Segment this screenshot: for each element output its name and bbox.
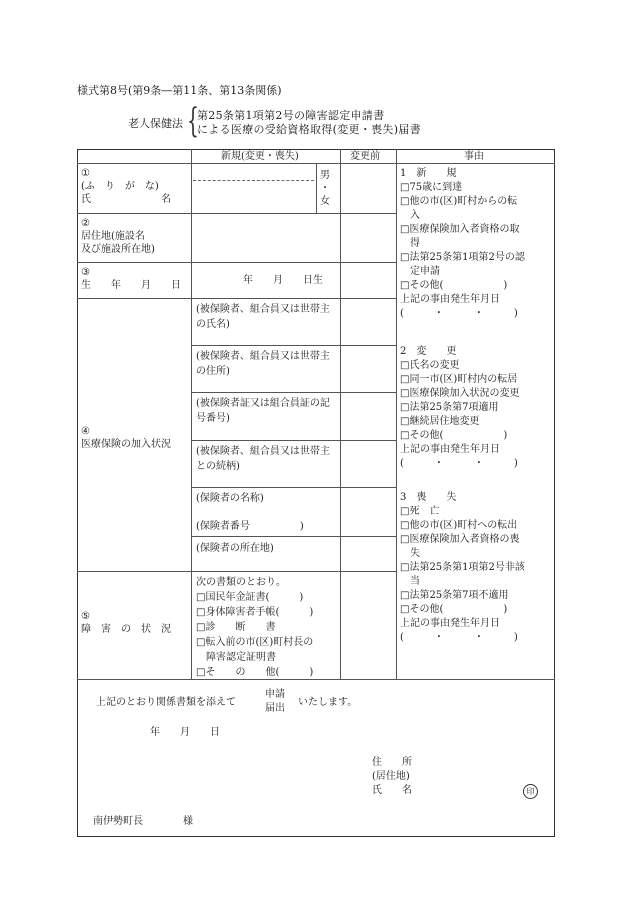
option-apply[interactable]: 申請 — [265, 689, 285, 700]
header-new: 新規(変更・喪失) — [221, 151, 299, 162]
row1-label: ① (ふ り が な) 氏 名 — [81, 168, 171, 205]
form-number: 様式第8号(第9条―第11条、第13条関係) — [77, 84, 282, 97]
insurer-number-field[interactable]: (保険者番号 ) — [196, 521, 304, 532]
seal-icon: 印 — [523, 784, 538, 799]
insurer-address-field[interactable]: (保険者の所在地) — [196, 543, 274, 554]
grid-line — [191, 440, 396, 441]
grid-line — [191, 487, 396, 488]
reason-loss-block[interactable]: 3 喪 失 □死 亡 □他の市(区)町村への転出 □医療保険加入者資格の喪 失 □法第25条第1項第2号非該 当 □法第25条第7項不適用 □その他( ) 上記の事由発生年月日 ( ・ ・ ) — [400, 492, 525, 643]
grid-line — [77, 571, 396, 572]
recipient: 南伊勢町長 様 — [93, 816, 193, 827]
header-before: 変更前 — [350, 151, 380, 162]
doc-medical-certificate[interactable]: □診 断 書 — [196, 622, 276, 633]
grid-line — [77, 213, 396, 214]
form-title-line2: による医療の受給資格取得(変更・喪失)届書 — [197, 123, 421, 136]
grid-line — [191, 345, 396, 346]
row5-label: ⑤ 障 害 の 状 況 — [81, 611, 171, 635]
insured-address-field[interactable]: (被保険者、組合員又は世帯主の住所) — [196, 351, 330, 377]
grid-line — [340, 149, 341, 679]
grid-line — [77, 163, 555, 164]
relationship-field[interactable]: (被保険者、組合員又は世帯主との続柄) — [196, 446, 330, 472]
grid-line — [191, 392, 396, 393]
grid-line — [316, 163, 317, 213]
address-label: 住 所 — [372, 757, 412, 768]
grid-line — [191, 536, 396, 537]
option-notify[interactable]: 届出 — [265, 703, 285, 714]
grid-line — [77, 679, 555, 680]
reason-new-block[interactable]: 1 新 規 □75歳に到達 □他の市(区)町村からの転 入 □医療保険加入者資格の取 得 □法第25条第1項第2号の認 定申請 □その他( ) 上記の事由発生年月日 ( ・ ・ ) — [400, 168, 525, 319]
statement-prefix: 上記のとおり関係書類を添えて — [96, 697, 236, 708]
doc-other[interactable]: □そ の 他( ) — [196, 667, 314, 678]
insurer-name-field[interactable]: (保険者の名称) — [196, 493, 264, 504]
row3-label: ③ 生 年 月 日 — [81, 267, 181, 291]
header-reason: 事由 — [464, 151, 484, 162]
doc-pension-certificate[interactable]: □国民年金証書( ) — [196, 592, 304, 603]
doc-disability-handbook[interactable]: □身体障害者手帳( ) — [196, 607, 314, 618]
statement-suffix: いたします。 — [298, 697, 358, 708]
law-label: 老人保健法 — [128, 117, 183, 130]
doc-transfer-certificate-cont: 障害認定証明書 — [196, 652, 276, 663]
row2-label: ② 居住地(施設名 及び施設所在地) — [81, 218, 155, 255]
title-brace: { — [187, 101, 199, 141]
insurance-card-number-field[interactable]: (被保険者証又は組合員証の記号番号) — [196, 398, 330, 424]
insured-name-field[interactable]: (被保険者、組合員又は世帯主の氏名) — [196, 304, 330, 330]
doc-transfer-certificate[interactable]: □転入前の市(区)町村長の — [196, 637, 314, 648]
grid-line — [396, 149, 397, 679]
residence-label: (居住地) — [372, 771, 410, 782]
birthdate-field[interactable]: 年 月 日生 — [243, 275, 323, 286]
submission-date[interactable]: 年 月 日 — [150, 727, 220, 738]
reason-change-block[interactable]: 2 変 更 □氏名の変更 □同一市(区)町村内の転居 □医療保険加入状況の変更 □法第25条第7項適用 □継続居住地変更 □その他( ) 上記の事由発生年月日 ( ・ ・ ) — [400, 346, 520, 469]
furigana-divider — [193, 180, 314, 181]
docs-intro: 次の書類のとおり。 — [196, 577, 286, 588]
form-title-line1: 第25条第1項第2号の障害認定申請書 — [197, 109, 385, 122]
grid-line — [77, 298, 396, 299]
row4-label: ④ 医療保険の加入状況 — [81, 426, 171, 450]
name-label: 氏 名 — [372, 785, 412, 796]
sex-selector[interactable]: 男 ・ 女 — [320, 170, 330, 207]
grid-line — [191, 149, 192, 679]
grid-line — [77, 262, 396, 263]
